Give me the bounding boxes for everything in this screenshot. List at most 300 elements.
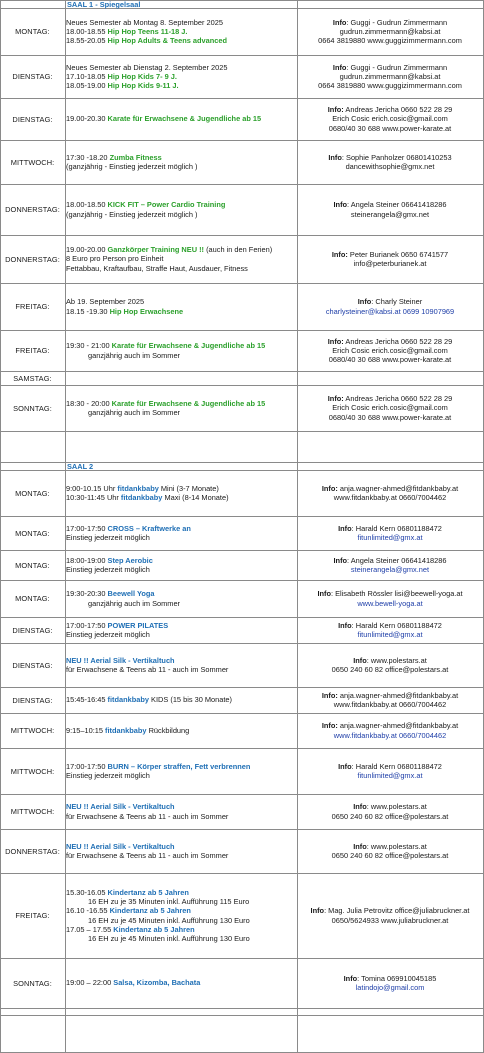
course-line [66,726,296,735]
course-time-text: 19:30-20:30 [66,589,108,599]
course-time-text: 17:00-17:50 [66,761,108,771]
course-title: Hip Hop Kids 9-11 J. [107,81,179,91]
course-line [66,695,296,704]
info-label: Info [333,200,348,210]
contact-line [334,556,447,565]
contact-text: www.fitdankbaby.at 0660/7004462 [333,493,447,502]
course-time-text: 8 Euro pro Person pro Einheit [66,254,164,264]
course-line [66,851,296,860]
contact-text: Erich Cosic erich.cosic@gmail.com [332,345,448,355]
weekday-label: SAMSTAG: [13,373,52,383]
course-line [66,63,296,72]
contact-line [338,621,442,630]
weekday-label: MITTWOCH: [10,766,55,776]
contact-text: 0664 3819880 www.guggizimmermann.com [318,36,462,46]
contact-line [354,259,427,268]
course-description [66,748,296,794]
course-line [66,484,296,493]
course-title: fitdankbaby [117,483,159,493]
contact-link[interactable]: steinerangela@gmx.net [350,565,430,574]
course-description [66,140,296,184]
contact-line [322,484,458,493]
course-title: CROSS – Kraftwerke an [107,523,191,533]
course-time-text: 16.10 -16.55 [66,906,110,916]
course-description [66,873,296,958]
course-line [66,630,296,639]
course-line [66,27,296,36]
contact-line [329,413,451,422]
course-line [66,812,296,821]
course-description [66,617,296,643]
contact-line [333,18,447,27]
contact-link[interactable]: charlysteiner@kabsi.at 0699 10907969 [325,306,455,316]
course-title: Hip Hop Erwachsene [109,306,184,316]
info-label: Info [332,17,347,27]
contact-text: : Harald Kern 06801188472 [351,761,442,771]
course-description [66,470,296,516]
course-time-text: ganzjährig auch im Sommer [88,598,181,608]
course-description [66,385,296,431]
weekday-label: FREITAG: [15,346,50,355]
contact-link[interactable]: www.bewell-yoga.at [357,598,423,608]
weekday-label: DIENSTAG: [12,72,53,81]
contact-line [344,974,437,983]
weekday-label: DONNERSTAG: [5,205,60,214]
course-time-text: 18.05-19.00 [66,81,108,91]
weekday-label: MONTAG: [15,560,50,570]
course-time-text: 9:15–10:15 [66,725,106,735]
course-description [66,643,296,687]
course-time-text: Ab 19. September 2025 [66,297,145,307]
course-time-text: 16 EH zu je 45 Minuten inkl. Aufführung 130 Euro [88,915,250,925]
weekday-label: MITTWOCH: [10,807,55,816]
contact-line [311,906,470,915]
contact-text: : Harald Kern 06801188472 [351,523,442,533]
contact-line [332,114,448,123]
weekday-label: FREITAG: [15,911,50,920]
course-note: (auch in den Ferien) [204,245,273,255]
course-line [66,254,296,263]
course-line [66,200,296,209]
contact-line [318,36,462,45]
contact-line[interactable] [357,599,422,608]
contact-text: anja.wagner-ahmed@fitdankbaby.at [337,483,459,493]
course-time-text: Einstieg jederzeit möglich [66,565,150,574]
contact-line [353,656,427,665]
course-line [66,589,296,598]
contact-line [332,346,448,355]
contact-line [318,81,462,90]
weekday-label: DONNERSTAG: [5,254,60,264]
contact-text: Andreas Jericha 0660 522 28 29 [343,336,453,346]
contact-text: Erich Cosic erich.cosic@gmail.com [332,114,448,124]
contact-line [338,524,442,533]
info-label: Info: [327,394,344,404]
course-line [66,341,296,350]
contact-line [332,403,448,412]
info-label: Info [338,523,352,533]
course-time-text: Neues Semester ab Montag 8. September 2025 [66,17,223,27]
course-time-text: 17.05 – 17.55 [66,924,114,934]
course-line [66,762,296,771]
course-title: fitdankbaby [105,725,147,735]
course-description [66,283,296,330]
course-line [66,771,296,780]
contact-text: gudrun.zimmermann@kabsi.at [339,71,441,81]
course-time-text: für Erwachsene & Teens ab 11 - auch im Sommer [66,665,229,674]
course-time-text: 19:00 – 22:00 [66,978,114,988]
course-line [66,524,296,533]
course-time-text: Einstieg jederzeit möglich [66,771,150,780]
contact-text: : www.polestars.at [366,841,427,851]
contact-line[interactable] [351,565,429,574]
info-label: Info [338,761,352,771]
weekday-label: DIENSTAG: [12,695,53,705]
contact-line [328,153,451,162]
contact-line [332,250,448,259]
contact-info [297,873,483,958]
course-title: Hip Hop Adults & Teens advanced [107,36,228,46]
contact-info [297,580,483,617]
course-line [66,408,296,417]
contact-line[interactable] [357,533,422,542]
course-description [66,829,296,873]
contact-info [297,713,483,748]
contact-line [328,394,453,403]
contact-info [297,470,483,516]
weekday-label: DIENSTAG: [12,114,53,124]
contact-info [297,794,483,829]
info-label: Info [310,906,325,916]
course-time-text: 10:30-11:45 Uhr [66,493,121,502]
contact-text: 0680/40 30 688 www.power-karate.at [328,412,452,422]
contact-text: Andreas Jericha 0660 522 28 29 [343,105,453,115]
contact-link[interactable]: fitunlimited@gmx.at [357,533,423,542]
info-label: Info [353,841,367,851]
row-divider [0,1015,483,1016]
contact-line[interactable] [326,307,454,316]
contact-line [328,337,453,346]
course-line [66,36,296,45]
course-time-text: 17:00-17:50 [66,523,108,533]
course-time-text: 18:30 - 20:00 [66,398,112,408]
contact-line [329,355,451,364]
contact-info [297,385,483,431]
contact-line [328,105,453,114]
contact-text: : Angela Steiner 06641418286 [347,555,447,565]
contact-link[interactable]: fitunlimited@gmx.at [357,771,423,780]
contact-line [329,124,451,133]
contact-text: : Sophie Panholzer 06801410253 [341,152,452,162]
contact-line [353,842,427,851]
weekday-label: DONNERSTAG: [5,846,60,856]
course-title: KICK FIT – Power Cardio Training [107,200,226,210]
contact-link[interactable]: fitunlimited@gmx.at [357,630,423,639]
course-time-text: 9:00-10.15 Uhr [66,483,118,493]
course-time-text: für Erwachsene & Teens ab 11 - auch im Sommer [66,851,229,860]
course-description [66,330,296,371]
course-line [66,802,296,811]
course-title: fitdankbaby [120,493,163,502]
contact-text: Peter Burianek 0650 6741577 [347,249,449,259]
contact-line[interactable] [357,771,422,780]
contact-info [297,283,483,330]
contact-text: gudrun.zimmermann@kabsi.at [339,26,441,36]
course-line [66,114,296,123]
contact-text: www.fitdankbaby.at 0660/7004462 [333,700,447,709]
contact-line [332,665,449,674]
course-note: KIDS (15 bis 30 Monate) [149,695,232,705]
course-line [66,888,296,897]
course-time-text: Fettabbau, Kraftaufbau, Straffe Haut, Ausdauer, Fitness [66,263,248,273]
course-time-text: ganzjährig auch im Sommer [88,350,181,360]
contact-text: Erich Cosic erich.cosic@gmail.com [332,403,448,413]
course-note: Mini (3-7 Monate) [158,483,219,493]
contact-info [297,643,483,687]
course-time-text: 18.00-18.55 [66,26,108,36]
info-label: Info: [331,249,348,259]
contact-line [322,721,458,730]
course-time-text: 19.00-20.30 [66,114,108,124]
course-line [66,842,296,851]
contact-line [340,27,441,36]
course-time-text: 16 EH zu je 45 Minuten inkl. Aufführung 130 Euro [88,934,250,944]
contact-line [332,851,449,860]
course-title: fitdankbaby [107,695,149,705]
weekday-label: SONNTAG: [13,978,52,988]
course-line [66,162,296,171]
contact-text: steinerangela@gmx.net [350,209,430,219]
info-label: Info [317,589,331,599]
contact-line [351,210,429,219]
contact-line [334,200,447,209]
contact-info [297,8,483,55]
contact-line [332,916,449,925]
course-description [66,794,296,829]
course-title: Karate für Erwachsene & Jugendliche ab 15 [111,398,266,408]
contact-line [333,63,447,72]
course-title: NEU !! Aerial Silk - Vertikaltuch [66,655,175,665]
info-label: Info: [327,105,344,115]
contact-text: : Harald Kern 06801188472 [351,620,442,630]
course-time-text: Neues Semester ab Dienstag 2. September 2025 [66,62,228,72]
course-title: Hip Hop Kids 7- 9 J. [107,71,177,81]
contact-text: 0680/40 30 688 www.power-karate.at [328,123,452,133]
course-description [66,235,296,283]
course-title: Kindertanz ab 5 Jahren [107,887,189,897]
contact-info [297,829,483,873]
course-line [66,656,296,665]
contact-info [297,958,483,1008]
course-time-text: 17.10-18.05 [66,71,108,81]
section-title-saal2: SAAL 2 [67,462,94,471]
contact-info [297,550,483,580]
course-time-text: 15.30-16.05 [66,887,108,897]
contact-text: info@peterburianek.at [353,259,427,268]
course-title: Beewell Yoga [107,589,155,599]
contact-line [358,297,422,306]
contact-text: anja.wagner-ahmed@fitdankbaby.at [337,721,459,731]
contact-info [297,617,483,643]
weekday-label: FREITAG: [15,302,50,311]
contact-text: 0650/5624933 www.juliabruckner.at [331,915,449,925]
contact-text: 0680/40 30 688 www.power-karate.at [328,355,452,365]
course-line [66,210,296,219]
weekday-label: MITTWOCH: [10,157,55,167]
contact-info [297,371,483,385]
contact-text: 0650 240 60 82 office@polestars.at [331,665,449,674]
contact-info [297,140,483,184]
contact-line[interactable] [357,630,422,639]
course-line [66,934,296,943]
course-time-text: 15:45-16:45 [66,695,108,705]
info-label: Info [353,802,367,812]
contact-text: 0650 240 60 82 office@polestars.at [331,811,449,821]
contact-info [297,330,483,371]
section-title-saal1: SAAL 1 - Spiegelsaal [67,0,141,9]
course-line [66,264,296,273]
weekday-label: MONTAG: [15,594,50,603]
contact-text: : Mag. Julia Petrovitz office@juliabruckner.at [324,906,470,916]
course-line [66,906,296,915]
course-line [66,153,296,162]
weekday-label: DIENSTAG: [12,660,53,670]
contact-line [322,691,458,700]
course-line [66,978,296,987]
course-description [66,371,296,385]
contact-info [297,516,483,550]
course-title: POWER PILATES [107,620,169,630]
contact-line [340,72,441,81]
course-line [66,665,296,674]
course-description [66,8,296,55]
contact-line[interactable] [334,731,446,740]
course-title: Ganzkörper Training NEU !! [107,245,205,255]
course-line [66,493,296,502]
info-label: Info [333,555,348,565]
course-time-text: 19.00-20.00 [66,245,108,255]
course-line [66,565,296,574]
contact-text: 0664 3819880 www.guggizimmermann.com [318,81,462,91]
contact-text: : Charly Steiner [371,297,423,307]
course-title: Hip Hop Teens 11-18 J. [107,26,188,36]
course-description [66,55,296,98]
info-label: Info: [321,721,338,731]
contact-line [346,162,435,171]
course-time-text: 18.15 -19.30 [66,306,110,316]
info-label: Info [332,62,347,72]
course-line [66,533,296,542]
course-time-text: (ganzjährig - Einstieg jederzeit möglich ) [66,162,198,171]
course-time-text: 16 EH zu je 35 Minuten inkl. Aufführung 115 Euro [88,896,250,906]
contact-text: dancewithsophie@gmx.net [345,162,435,171]
contact-text: : Guggi - Gudrun Zimmermann [346,17,448,27]
course-title: Salsa, Kizomba, Bachata [113,978,201,988]
course-time-text: 18:00-19:00 [66,555,108,565]
course-line [66,351,296,360]
contact-info [297,55,483,98]
course-time-text: für Erwachsene & Teens ab 11 - auch im Sommer [66,811,229,821]
course-note: Rückbildung [146,725,190,735]
weekday-label: SONNTAG: [13,403,52,413]
info-label: Info: [321,483,338,493]
course-time-text: 18.55-20.05 [66,36,108,46]
info-label: Info [357,297,372,307]
contact-line [317,589,462,598]
course-description [66,713,296,748]
contact-text: : Guggi - Gudrun Zimmermann [346,62,448,72]
course-description [66,516,296,550]
course-description [66,550,296,580]
course-time-text: Einstieg jederzeit möglich [66,533,150,542]
row-divider [0,1008,483,1009]
course-line [66,72,296,81]
row-divider [0,431,483,432]
info-label: Info [328,152,342,162]
info-label: Info: [321,690,338,700]
course-description [66,958,296,1008]
contact-line [338,762,442,771]
contact-text: 0650 240 60 82 office@polestars.at [331,851,449,860]
course-description [66,687,296,713]
contact-text: : Elisabeth Rössler lisi@beewell-yoga.at [330,589,463,599]
contact-text: : Tomina 069910045185 [357,973,437,983]
course-line [66,599,296,608]
course-line [66,307,296,316]
contact-info [297,235,483,283]
course-title: Zumba Fitness [109,152,162,162]
course-time-text: 18.00-18.50 [66,200,108,210]
contact-info [297,98,483,140]
course-title: NEU !! Aerial Silk - Vertikaltuch [66,841,175,851]
contact-info [297,748,483,794]
course-line [66,245,296,254]
weekday-label: MITTWOCH: [10,726,55,735]
contact-line[interactable] [356,983,425,992]
info-label: Info [343,973,358,983]
course-line [66,621,296,630]
contact-text: Andreas Jericha 0660 522 28 29 [343,394,453,404]
course-line [66,18,296,27]
course-time-text: Einstieg jederzeit möglich [66,630,150,639]
course-time-text: 19:30 - 21:00 [66,341,112,351]
course-title: Kindertanz ab 5 Jahren [113,924,195,934]
contact-text: anja.wagner-ahmed@fitdankbaby.at [337,690,459,700]
contact-link[interactable]: www.fitdankbaby.at 0660/7004462 [333,730,447,740]
course-title: Step Aerobic [107,555,153,565]
course-line [66,81,296,90]
course-note: Maxi (8-14 Monate) [162,493,229,502]
course-line [66,925,296,934]
contact-text: : Angela Steiner 06641418286 [347,200,447,210]
contact-line [334,700,446,709]
info-label: Info: [327,336,344,346]
course-line [66,897,296,906]
contact-line [334,493,446,502]
course-line [66,916,296,925]
course-title: Kindertanz ab 5 Jahren [109,906,191,916]
contact-info [297,184,483,235]
contact-text: : www.polestars.at [366,655,427,665]
weekday-label: MONTAG: [15,488,50,498]
contact-link[interactable]: latindojo@gmail.com [355,983,425,992]
course-line [66,399,296,408]
contact-line [332,812,449,821]
course-time-text: 17:30 -18.20 [66,152,110,162]
course-time-text: 17:00-17:50 [66,620,108,630]
course-description [66,98,296,140]
course-title: NEU !! Aerial Silk - Vertikaltuch [66,802,175,812]
